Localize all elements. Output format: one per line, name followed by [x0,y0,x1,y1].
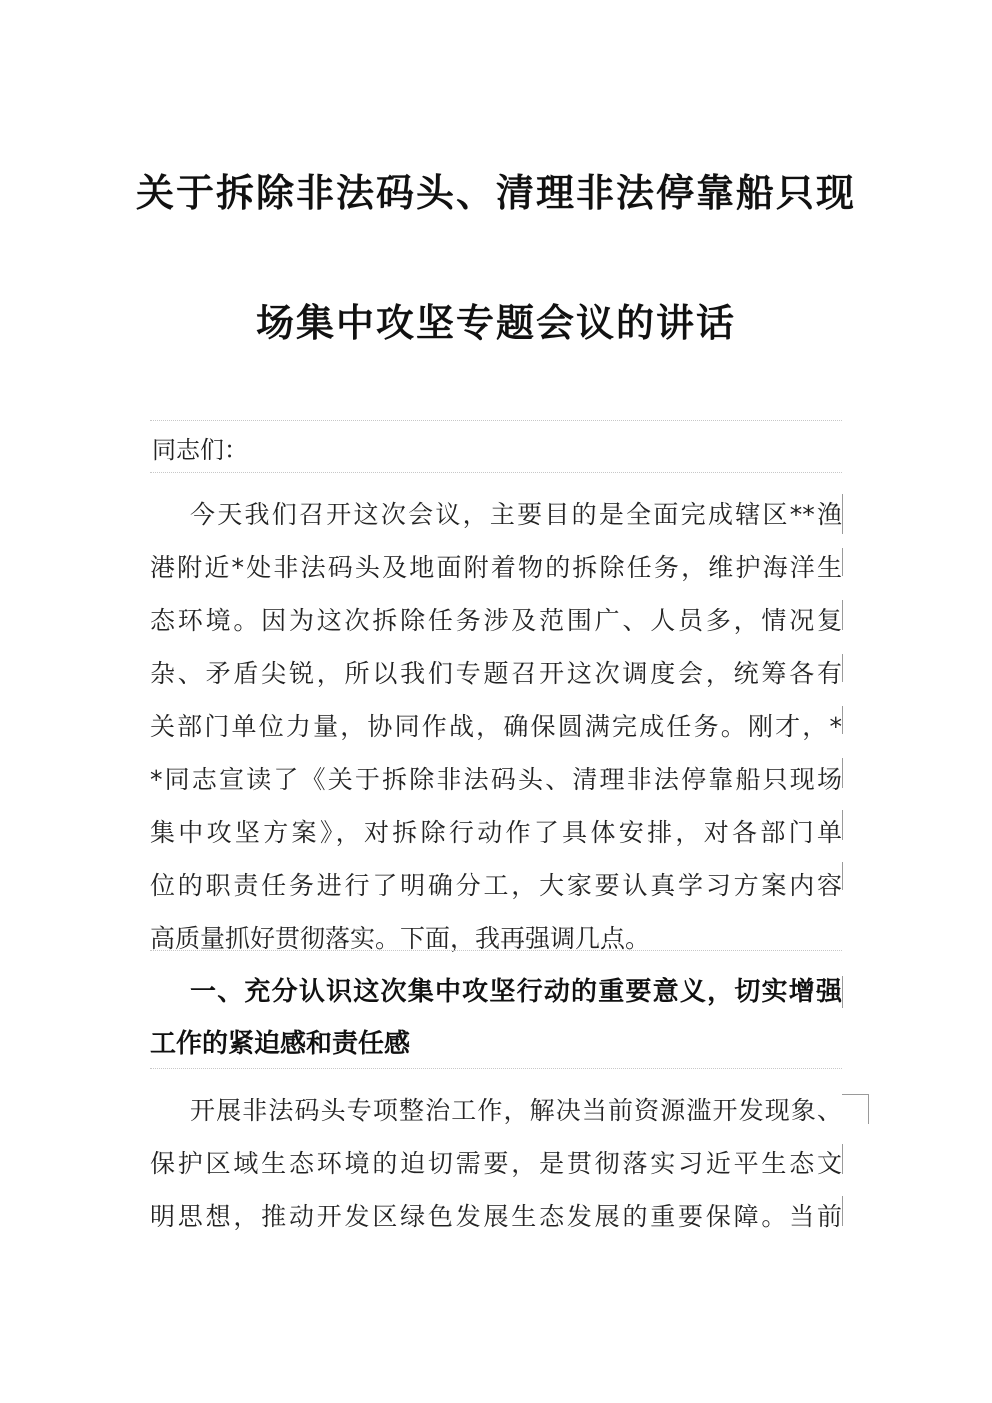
line-end-marker [842,1144,843,1174]
line-end-marker [842,548,843,576]
paragraph-line: 集中攻坚方案》，对拆除行动作了具体安排，对各部门单 [150,818,842,847]
section-one-paragraph [150,1084,842,1243]
divider-line [150,420,842,421]
paragraph-line: 位的职责任务进行了明确分工，大家要认真学习方案内容 [150,871,842,900]
line-end-marker [842,654,843,682]
line-end-marker [842,758,843,788]
paragraph-line: 今天我们召开这次会议，主要目的是全面完成辖区**渔 [190,500,842,529]
heading-line: 一、充分认识这次集中攻坚行动的重要意义，切实增强 [190,977,842,1007]
paragraph-line: *同志宣读了《关于拆除非法码头、清理非法停靠船只现场 [150,765,842,794]
line-end-marker [842,862,843,890]
document-title-line-1: 关于拆除非法码头、清理非法停靠船只现 [135,171,856,215]
divider-line [150,1068,842,1069]
paragraph-line: 杂、矛盾尖锐，所以我们专题召开这次调度会，统筹各有 [150,659,842,688]
paragraph-line: 关部门单位力量，协同作战，确保圆满完成任务。刚才，* [150,712,842,741]
divider-line [150,472,842,473]
line-end-marker [868,1094,869,1124]
line-end-marker [842,976,843,1008]
line-end-marker [842,810,843,840]
line-end-marker [842,1196,843,1226]
paragraph-line: 高质量抓好贯彻落实。下面，我再强调几点。 [150,924,651,953]
heading-line: 工作的紧迫感和责任感 [150,1029,411,1059]
salutation: 同志们： [152,436,248,464]
paragraph-line: 开展非法码头专项整治工作，解决当前资源滥开发现象、 [190,1096,842,1125]
line-end-marker [842,494,843,534]
paragraph-line: 明思想，推动开发区绿色发展生态发展的重要保障。当前 [150,1202,842,1231]
intro-paragraph [150,488,842,965]
paragraph-line: 保护区域生态环境的迫切需要，是贯彻落实习近平生态文 [150,1149,842,1178]
document-title-line-2: 场集中攻坚专题会议的讲话 [255,301,736,345]
divider-line [150,950,842,951]
line-end-marker [842,1094,868,1095]
paragraph-line: 港附近*处非法码头及地面附着物的拆除任务，维护海洋生 [150,553,842,582]
line-end-marker [842,600,843,630]
paragraph-line: 态环境。因为这次拆除任务涉及范围广、人员多，情况复 [150,606,842,635]
section-heading-1 [150,966,842,1070]
line-end-marker [842,706,843,734]
